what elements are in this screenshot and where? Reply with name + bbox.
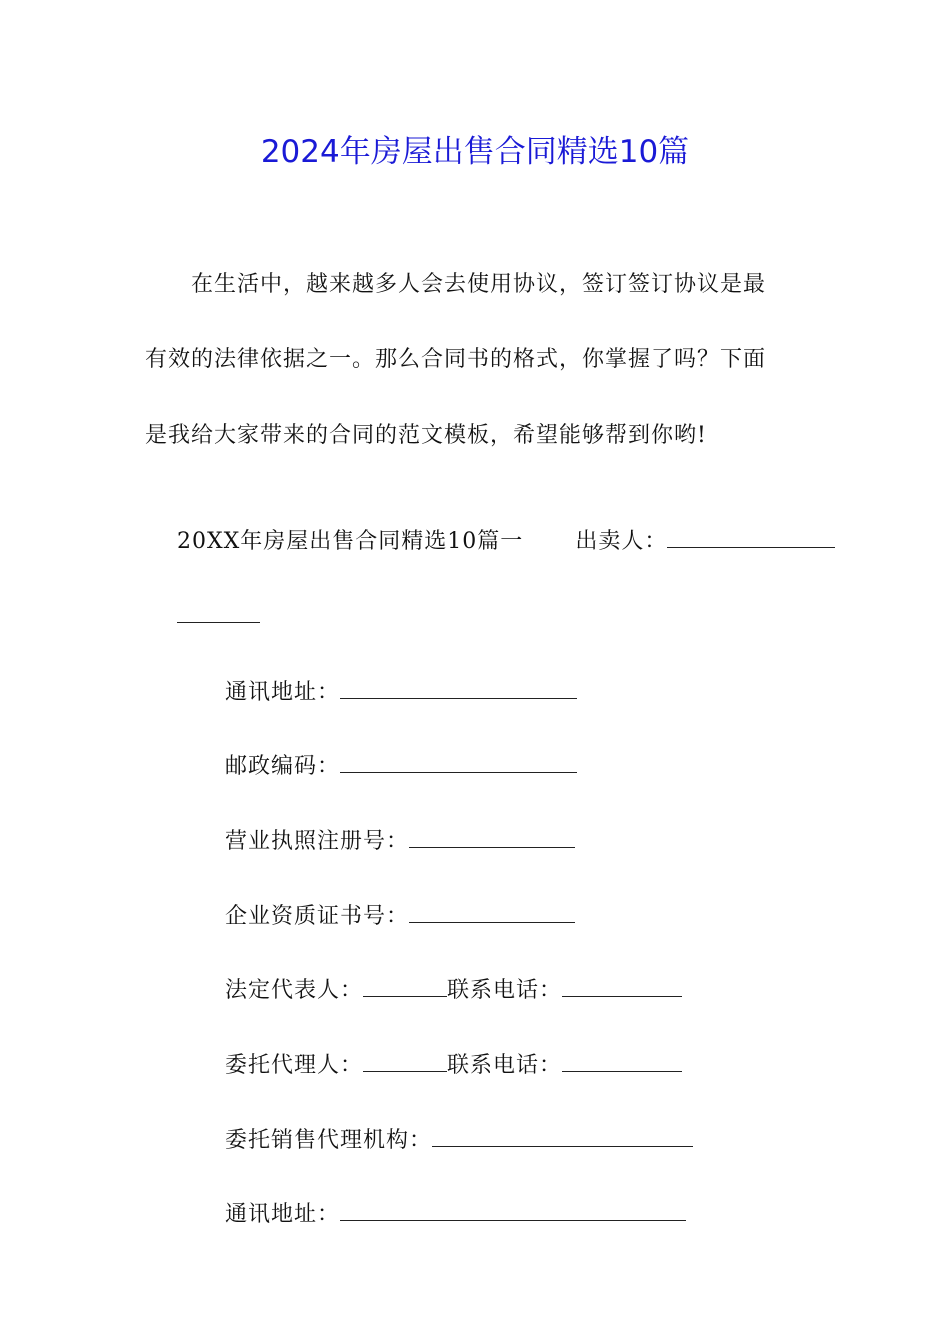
field-blank (363, 1049, 447, 1072)
field-blank (432, 1124, 693, 1147)
seller-blank (667, 525, 835, 548)
intro-line-2: 有效的法律依据之一。那么合同书的格式，你掌握了吗？下面 (145, 347, 767, 372)
field-label: 通讯地址： (224, 1202, 340, 1227)
seller-label: 出卖人： (575, 529, 668, 554)
field-label: 委托代理人： (224, 1053, 363, 1078)
field-label-phone: 联系电话： (447, 978, 563, 1003)
field-blank (363, 974, 447, 997)
field-label: 企业资质证书号： (224, 904, 409, 929)
field-label: 邮政编码： (224, 754, 340, 779)
field-blank (340, 1198, 686, 1221)
field-label-phone: 联系电话： (447, 1053, 563, 1078)
seller-blank-continued (177, 600, 260, 623)
field-blank (409, 825, 575, 848)
intro-line-1: 在生活中，越来越多人会去使用协议，签订签订协议是最 (145, 272, 767, 297)
field-label: 通讯地址： (224, 680, 340, 705)
field-blank-phone (562, 1049, 682, 1072)
field-blank (340, 676, 577, 699)
document-title: 2024年房屋出售合同精选10篇 (260, 134, 690, 170)
field-label: 法定代表人： (224, 978, 363, 1003)
field-blank (409, 900, 575, 923)
field-blank (340, 750, 577, 773)
field-blank-phone (562, 974, 682, 997)
field-agency-address (193, 1168, 686, 1260)
field-label: 委托销售代理机构： (224, 1128, 432, 1153)
intro-line-3: 是我给大家带来的合同的范文模板，希望能够帮到你哟! (145, 423, 707, 448)
field-label: 营业执照注册号： (224, 829, 409, 854)
section-heading: 20XX年房屋出售合同精选10篇一 (176, 529, 524, 554)
